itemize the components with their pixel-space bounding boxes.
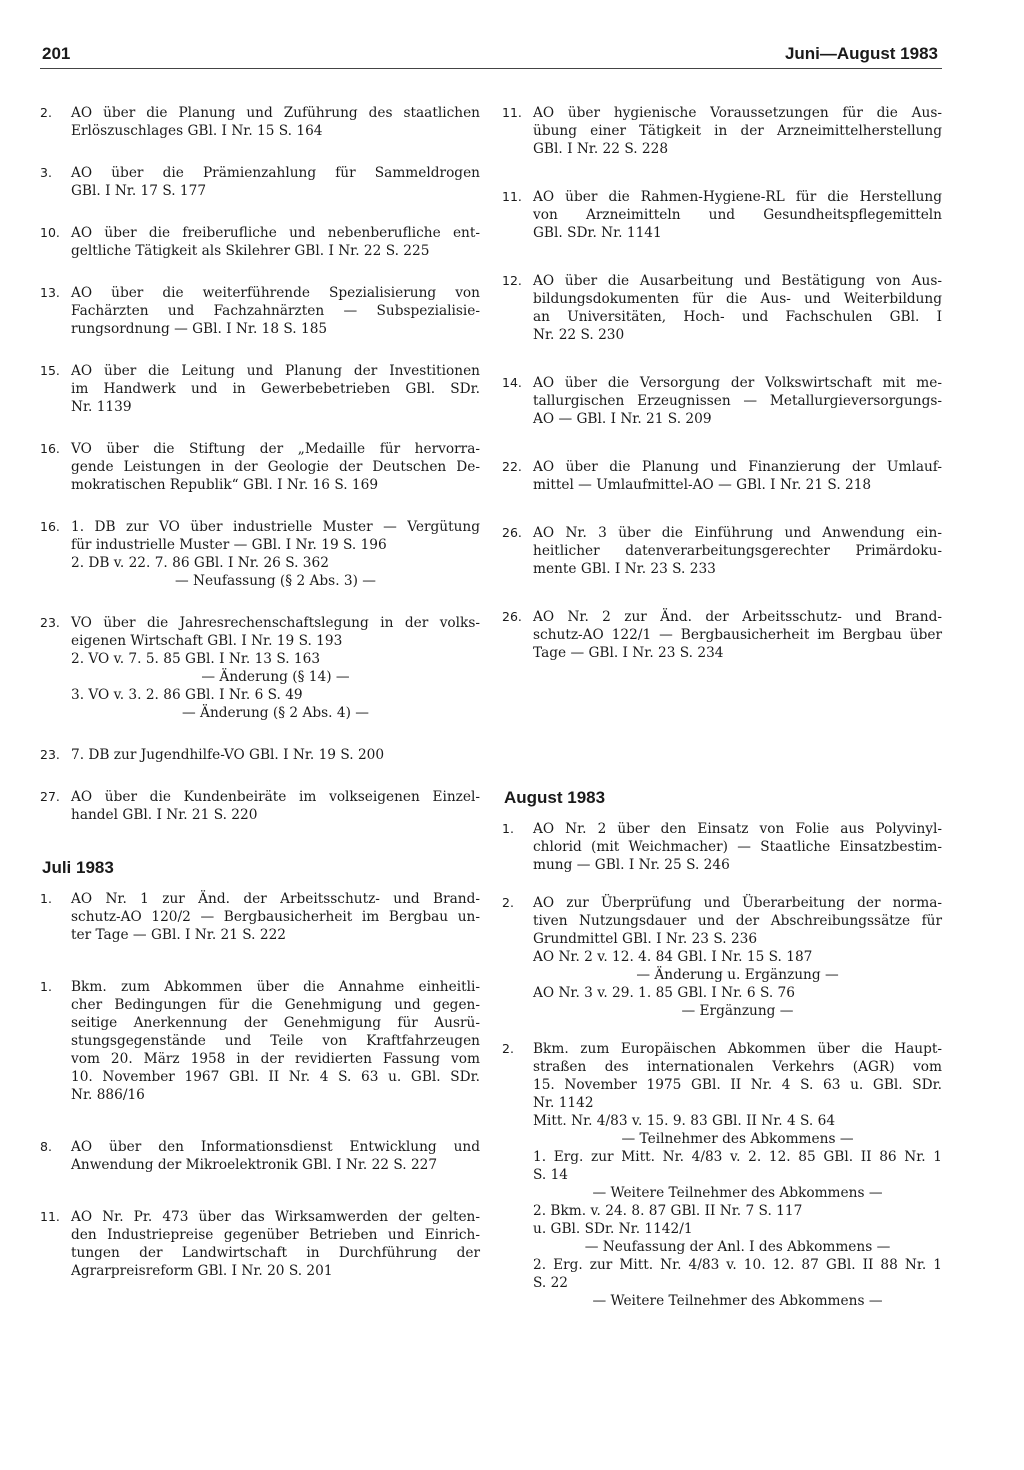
entry-text-line: AO Nr. 2 über den Einsatz von Folie aus Polyvinyl- [533, 821, 942, 837]
entry-date: 23. [40, 747, 60, 762]
entry-text-line: GBl. SDr. Nr. 1141 [533, 225, 662, 241]
entry-text-line: AO über die Kundenbeiräte im volkseigenen Einzel- [71, 789, 480, 805]
entry-text-line: 7. DB zur Jugendhilfe-VO GBl. I Nr. 19 S. 200 [71, 747, 385, 763]
entry-text-line: heitlicher datenverarbeitungsgerechter Primärdoku- [533, 543, 942, 559]
july-entries [40, 890, 480, 1280]
entry-text-line: stungsgegenstände und Teile von Kraftfahrzeugen [71, 1033, 480, 1049]
entry-text-line: den Industriepreise gegenüber Betrieben und Einrich- [71, 1227, 480, 1243]
entry-text-line: Nr. 886/16 [71, 1087, 145, 1103]
list-item [40, 164, 480, 200]
left-column [40, 104, 480, 1314]
entry-text-line: tungen der Landwirtschaft in Durchführung der [71, 1245, 480, 1261]
entry-text-line: eigenen Wirtschaft GBl. I Nr. 19 S. 193 [71, 633, 343, 649]
entry-text-line: schutz-AO 122/1 — Bergbausicherheit im Bergbau über [533, 627, 942, 643]
list-item [40, 362, 480, 416]
list-item [40, 518, 480, 590]
list-item [40, 890, 480, 944]
list-item [40, 104, 480, 140]
entry-text-line: schutz-AO 120/2 — Bergbausicherheit im Bergbau un- [71, 909, 480, 925]
entry-date: 2. [502, 1041, 514, 1056]
list-item [40, 746, 480, 764]
entry-text-line: 2. DB v. 22. 7. 86 GBl. I Nr. 26 S. 362 [71, 555, 329, 571]
entry-text-line: VO über die Stiftung der „Medaille für hervorra- [71, 441, 480, 457]
list-item [502, 374, 942, 428]
entry-date: 10. [40, 225, 60, 240]
entry-text-line: AO Nr. 3 über die Einführung und Anwendung ein- [533, 525, 942, 541]
entry-text-line: AO über die weiterführende Spezialisierung von [71, 285, 480, 301]
entry-text-line: 2. Bkm. v. 24. 8. 87 GBl. II Nr. 7 S. 117 [533, 1203, 803, 1219]
entry-text-line: Grundmittel GBl. I Nr. 23 S. 236 [533, 931, 758, 947]
entry-date: 14. [502, 375, 522, 390]
august-entries [502, 820, 942, 1310]
entry-text-line: bildungsdokumenten für die Aus- und Weiterbildung [533, 291, 942, 307]
entry-date: 8. [40, 1139, 52, 1154]
entry-text-line: Erlöszuschlages GBl. I Nr. 15 S. 164 [71, 123, 323, 139]
list-item [502, 894, 942, 1020]
list-item [40, 440, 480, 494]
entry-text-line: Anwendung der Mikroelektronik GBl. I Nr. 22 S. 227 [71, 1157, 438, 1173]
entry-text-line: AO über den Informationsdienst Entwicklung und [71, 1139, 480, 1155]
entry-text-line: GBl. I Nr. 17 S. 177 [71, 183, 207, 199]
entry-date: 16. [40, 441, 60, 456]
list-item [502, 820, 942, 874]
entry-date: 3. [40, 165, 52, 180]
entry-text-line: AO Nr. 2 zur Änd. der Arbeitsschutz- und Brand- [533, 609, 942, 625]
entry-date: 12. [502, 273, 522, 288]
entry-date: 1. [502, 821, 514, 836]
entry-text-line: Nr. 1142 [533, 1095, 594, 1111]
entry-text-line: tallurgischen Erzeugnissen — Metallurgieversorgungs- [533, 393, 942, 409]
entry-text-line: AO über hygienische Voraussetzungen für die Aus- [533, 105, 942, 121]
entry-date: 22. [502, 459, 522, 474]
entry-date: 2. [502, 895, 514, 910]
entry-text-line: tiven Nutzungsdauer und der Abschreibungssätze für [533, 913, 942, 929]
right-column [502, 104, 942, 1330]
entry-text-line: mittel — Umlaufmittel-AO — GBl. I Nr. 21 S. 218 [533, 477, 872, 493]
entry-text-line: übung einer Tätigkeit in der Arzneimittelherstellung [533, 123, 942, 139]
entry-date: 2. [40, 105, 52, 120]
section-heading-july: Juli 1983 [42, 858, 114, 877]
entry-text-line: mente GBl. I Nr. 23 S. 233 [533, 561, 716, 577]
list-item [502, 104, 942, 158]
entry-date: 26. [502, 525, 522, 540]
entry-date: 26. [502, 609, 522, 624]
entry-text-line: — Teilnehmer des Abkommens — [621, 1131, 854, 1147]
entry-date: 1. [40, 891, 52, 906]
entry-text-line: Nr. 22 S. 230 [533, 327, 625, 343]
entry-text-line: AO Nr. 3 v. 29. 1. 85 GBl. I Nr. 6 S. 76 [533, 985, 795, 1001]
entry-text-line: GBl. I Nr. 22 S. 228 [533, 141, 669, 157]
entry-date: 27. [40, 789, 60, 804]
list-item [40, 1138, 480, 1174]
entry-text-line: S. 22 [533, 1275, 569, 1291]
entry-text-line: AO Nr. 2 v. 12. 4. 84 GBl. I Nr. 15 S. 187 [533, 949, 813, 965]
entry-text-line: u. GBl. SDr. Nr. 1142/1 [533, 1221, 693, 1237]
list-item [40, 614, 480, 722]
entry-text-line: handel GBl. I Nr. 21 S. 220 [71, 807, 258, 823]
list-item [40, 284, 480, 338]
entry-text-line: Tage — GBl. I Nr. 23 S. 234 [533, 645, 724, 661]
entry-text-line: gende Leistungen in der Geologie der Deutschen De- [71, 459, 480, 475]
list-item [502, 1040, 942, 1310]
entry-text-line: — Ergänzung — [681, 1003, 794, 1019]
entry-text-line: AO über die Prämienzahlung für Sammeldrogen [71, 165, 480, 181]
entry-text-line: im Handwerk und in Gewerbebetrieben GBl. SDr. [71, 381, 480, 397]
entry-text-line: AO über die Ausarbeitung und Bestätigung von Aus- [533, 273, 942, 289]
list-item [502, 524, 942, 578]
entry-text-line: AO — GBl. I Nr. 21 S. 209 [533, 411, 712, 427]
entry-text-line: — Neufassung (§ 2 Abs. 3) — [174, 573, 376, 589]
entry-date: 15. [40, 363, 60, 378]
list-item [40, 978, 480, 1104]
june-entries-right [502, 104, 942, 662]
entry-text-line: AO über die Planung und Zuführung des staatlichen [71, 105, 480, 121]
entry-text-line: — Änderung (§ 14) — [201, 669, 350, 685]
entry-text-line: Nr. 1139 [71, 399, 132, 415]
list-item [40, 1208, 480, 1280]
entry-date: 11. [502, 105, 522, 120]
list-item [40, 788, 480, 824]
entry-text-line: Bkm. zum Europäischen Abkommen über die Haupt- [533, 1041, 942, 1057]
entry-text-line: Mitt. Nr. 4/83 v. 15. 9. 83 GBl. II Nr. 4 S. 64 [533, 1113, 836, 1129]
list-item [502, 272, 942, 344]
list-item [502, 608, 942, 662]
entry-text-line: 15. November 1975 GBl. II Nr. 4 S. 63 u. GBl. SDr. [533, 1077, 942, 1093]
entry-text-line: 2. VO v. 7. 5. 85 GBl. I Nr. 13 S. 163 [71, 651, 321, 667]
entry-text-line: 1. DB zur VO über industrielle Muster — Vergütung [71, 519, 480, 535]
entry-text-line: geltliche Tätigkeit als Skilehrer GBl. I Nr. 22 S. 225 [71, 243, 430, 259]
entry-text-line: an Universitäten, Hoch- und Fachschulen GBl. I [533, 309, 942, 325]
entry-date: 16. [40, 519, 60, 534]
entry-text-line: 10. November 1967 GBl. II Nr. 4 S. 63 u. GBl. SDr. [71, 1069, 480, 1085]
entry-date: 13. [40, 285, 60, 300]
entry-text-line: für industrielle Muster — GBl. I Nr. 19 S. 196 [71, 537, 387, 553]
entry-text-line: straßen des internationalen Verkehrs (AGR) vom [533, 1059, 942, 1075]
entry-text-line: mokratischen Republik“ GBl. I Nr. 16 S. 169 [71, 477, 379, 493]
entry-text-line: AO über die Planung und Finanzierung der Umlauf- [533, 459, 942, 475]
entry-text-line: AO Nr. 1 zur Änd. der Arbeitsschutz- und Brand- [71, 891, 480, 907]
entry-text-line: VO über die Jahresrechenschaftslegung in der volks- [71, 615, 480, 631]
entry-text-line: rungsordnung — GBl. I Nr. 18 S. 185 [71, 321, 328, 337]
entry-text-line: AO über die Versorgung der Volkswirtschaft mit me- [533, 375, 942, 391]
entry-text-line: AO über die Rahmen-Hygiene-RL für die Herstellung [533, 189, 942, 205]
list-item [40, 224, 480, 260]
entry-date: 11. [40, 1209, 60, 1224]
entry-text-line: — Neufassung der Anl. I des Abkommens — [584, 1239, 891, 1255]
entry-date: 23. [40, 615, 60, 630]
entry-text-line: vom 20. März 1958 in der revidierten Fassung vom [71, 1051, 480, 1067]
entry-text-line: AO über die Leitung und Planung der Investitionen [71, 363, 480, 379]
page-number: 201 [42, 44, 71, 63]
entry-text-line: 2. Erg. zur Mitt. Nr. 4/83 v. 10. 12. 87 GBl. II 88 Nr. 1 [533, 1257, 942, 1273]
entry-date: 1. [40, 979, 52, 994]
entry-text-line: seitige Anerkennung der Genehmigung für Ausrü- [71, 1015, 480, 1031]
page-period-heading: Juni—August 1983 [784, 44, 938, 63]
entry-text-line: mung — GBl. I Nr. 25 S. 246 [533, 857, 730, 873]
june-entries-left [40, 104, 480, 824]
entry-text-line: 3. VO v. 3. 2. 86 GBl. I Nr. 6 S. 49 [71, 687, 303, 703]
entry-text-line: — Änderung u. Ergänzung — [636, 967, 839, 983]
entry-text-line: chlorid (mit Weichmacher) — Staatliche Einsatzbestim- [533, 839, 942, 855]
entry-text-line: AO Nr. Pr. 473 über das Wirksamwerden der gelten- [71, 1209, 480, 1225]
entry-text-line: ter Tage — GBl. I Nr. 21 S. 222 [71, 927, 287, 943]
entry-text-line: S. 14 [533, 1167, 569, 1183]
section-heading-august: August 1983 [504, 788, 606, 807]
header-rule [40, 68, 942, 69]
entry-text-line: 1. Erg. zur Mitt. Nr. 4/83 v. 2. 12. 85 GBl. II 86 Nr. 1 [533, 1149, 942, 1165]
list-item [502, 188, 942, 242]
entry-text-line: — Weitere Teilnehmer des Abkommens — [592, 1293, 883, 1309]
entry-text-line: AO zur Überprüfung und Überarbeitung der norma- [533, 895, 942, 911]
entry-text-line: Fachärzten und Fachzahnärzten — Subspezialisie- [71, 303, 480, 319]
entry-text-line: cher Bedingungen für die Genehmigung und gegen- [71, 997, 480, 1013]
entry-text-line: von Arzneimitteln und Gesundheitspflegemitteln [533, 207, 942, 223]
entry-text-line: Bkm. zum Abkommen über die Annahme einheitli- [71, 979, 480, 995]
entry-date: 11. [502, 189, 522, 204]
entry-text-line: — Weitere Teilnehmer des Abkommens — [592, 1185, 883, 1201]
entry-text-line: — Änderung (§ 2 Abs. 4) — [182, 705, 369, 721]
entry-text-line: Agrarpreisreform GBl. I Nr. 20 S. 201 [71, 1263, 333, 1279]
entry-text-line: AO über die freiberufliche und nebenberufliche ent- [71, 225, 480, 241]
list-item [502, 458, 942, 494]
